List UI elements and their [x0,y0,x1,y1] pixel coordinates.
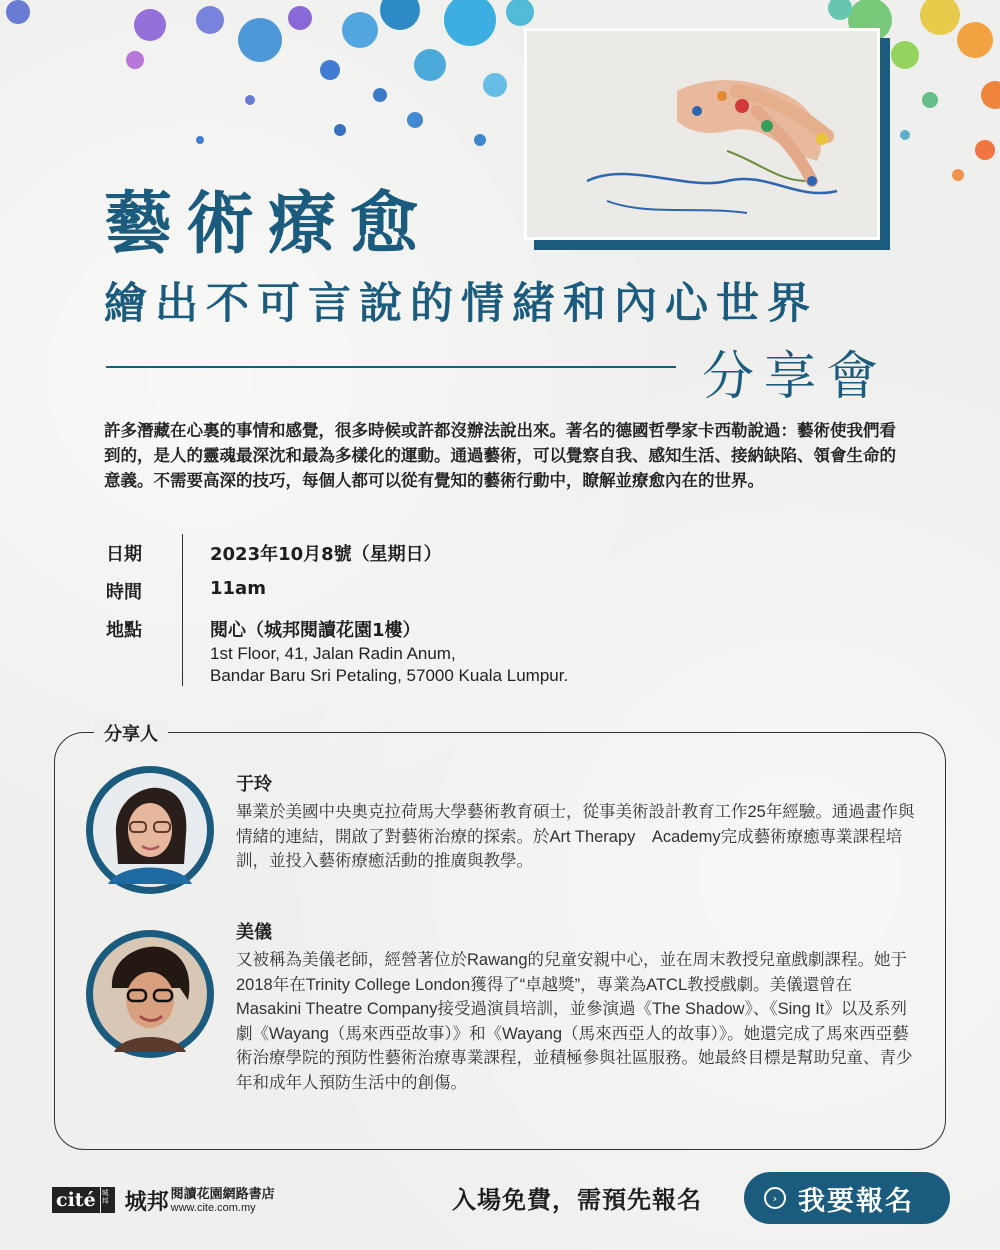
cite-logo [52,1186,275,1214]
title-divider [106,366,676,368]
speaker-1-name: 于玲 [236,774,272,795]
chevron-right-icon: › [764,1187,786,1209]
speaker-avatar-2 [84,928,216,1060]
address-line-1: 1st Floor, 41, Jalan Radin Anum, [210,644,456,663]
title-main: 藝術療愈 [104,184,433,264]
speakers-label: 分享人 [94,720,168,746]
speaker-2-name: 美儀 [236,922,272,943]
register-button-label: 我要報名 [798,1185,914,1217]
address-line-2: Bandar Baru Sri Petaling, 57000 Kuala Lumpur. [210,666,569,685]
brand-line-1: 閱讀花園網路書店 [170,1186,275,1202]
cite-logo-sub: 城邦 [101,1187,115,1213]
title-session: 分享會 [702,347,889,407]
info-divider [182,534,183,686]
cite-logo-text: cité [52,1187,100,1213]
venue-label: 地點 [106,620,142,641]
intro-paragraph: 許多潛藏在心裏的事情和感覺，很多時候或許都沒辦法說出來。著名的德國哲學家卡西勒說過：藝術使我們看到的，是人的靈魂最深沈和最為多樣化的運動。通過藝術，可以覺察自我、感知生活、接納缺陷、領會生命的意義。不需要高深的技巧，每個人都可以從有覺知的藝術行動中，瞭解並療愈內在的世界。 [104,421,896,490]
painting-hand-photo [524,28,880,240]
register-button[interactable] [744,1172,950,1224]
time-label: 時間 [106,582,142,603]
free-entry-text: 入場免費，需預先報名 [452,1186,702,1214]
time-value: 11am [210,578,266,599]
title-subtitle: 繪出不可言說的情緒和內心世界 [104,279,818,329]
speaker-2-bio: 又被稱為美儀老師，經營著位於Rawang的兒童安親中心，並在周末教授兒童戲劇課程。她于2018年在Trinity College London獲得了“卓越獎”，專業為ATCL教授戲劇。美儀還曾在Masakini Theatre Company接受過演員培訓，並參演過《The Shadow》、《Sing It》以及系列劇《Wayang（馬來西亞故事）》和《Wayang（馬來西亞人的故事）》。她還完成了馬來西亞藝術治療學院的預防性藝術治療專業課程，並積極參與社區服務。她最終目標是幫助兒童、青少年和成年人預防生活中的創傷。 [236,951,913,1092]
brand-name: 城邦 [124,1189,169,1215]
venue-value: 閱心（城邦閱讀花園1樓） [210,620,421,641]
date-label: 日期 [106,544,142,565]
speaker-1-bio: 畢業於美國中央奧克拉荷馬大學藝術教育碩士，從事美術設計教育工作25年經驗。通過畫作與情緒的連結，開啟了對藝術治療的探索。於Art Therapy Academy完成藝術療癒專業課程培訓，並投入藝術療癒活動的推廣與教學。 [236,803,915,870]
brand-website: www.cite.com.my [170,1201,256,1214]
date-value: 2023年10月8號（星期日） [210,544,442,565]
speaker-avatar-1 [84,764,216,896]
